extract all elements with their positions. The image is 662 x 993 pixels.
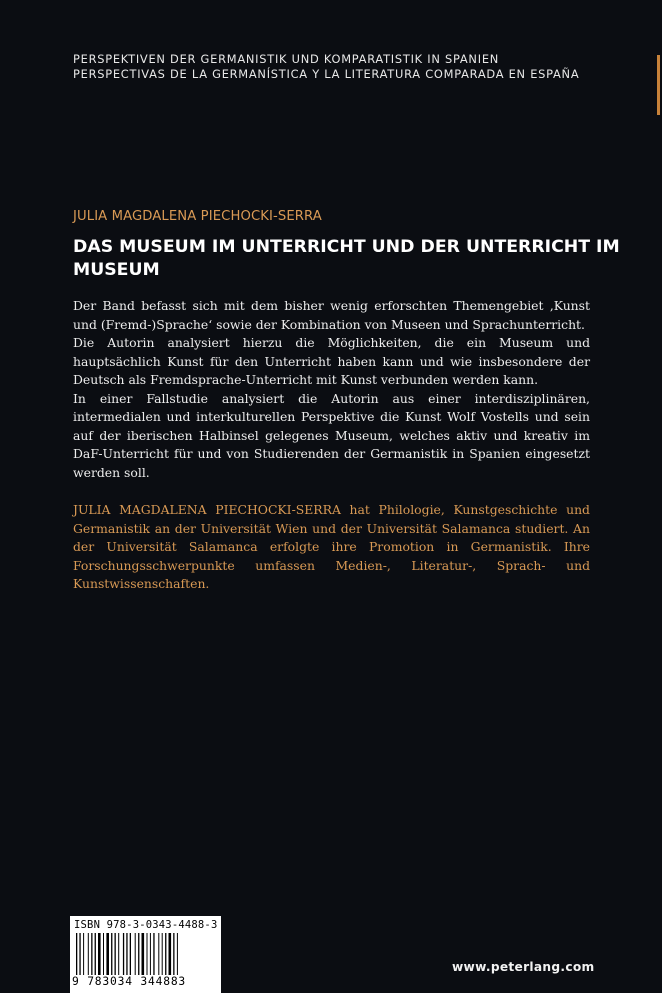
author-name: JULIA MAGDALENA PIECHOCKI-SERRA [73,209,322,224]
blurb [73,297,590,482]
barcode-block [70,916,221,993]
author-bio [73,501,590,594]
barcode-digits: 9 783034 344883 [72,975,187,988]
accent-edge-line [657,55,660,115]
author-bio-text: hat Philologie, Kunstgeschichte und Germanistik an der Universität Wien und der Universität Salamanca studiert. An der Universität Salamanca erfolgte ihre Promotion in Germanistik. Ihre Forschungsschwerpunkte umfassen Medien-, Literatur-, Sprach- und Kunstwissenschaften. [73,502,590,591]
barcode-icon [76,933,215,975]
series-title [73,52,643,82]
author-bio-name: JULIA MAGDALENA PIECHOCKI-SERRA [73,502,341,517]
series-title-spanish: PERSPECTIVAS DE LA GERMANÍSTICA Y LA LITERATURA COMPARADA EN ESPAÑA [73,67,580,81]
book-title: DAS MUSEUM IM UNTERRICHT UND DER UNTERRICHT IM MUSEUM [73,237,620,280]
publisher-website: www.peterlang.com [452,960,595,974]
blurb-paragraph: Die Autorin analysiert hierzu die Möglichkeiten, die ein Museum und hauptsächlich Kunst für den Unterricht haben kann und wie insbesondere der Deutsch als Fremdsprache-Unterricht mit Kunst verbunden werden kann. [73,335,590,387]
series-title-german: PERSPEKTIVEN DER GERMANISTIK UND KOMPARATISTIK IN SPANIEN [73,52,500,66]
blurb-paragraph: Der Band befasst sich mit dem bisher wenig erforschten Themengebiet ‚Kunst und (Fremd-)Sprache‘ sowie der Kombination von Museen und Sprachunterricht. [73,298,590,332]
blurb-paragraph: In einer Fallstudie analysiert die Autorin aus einer interdisziplinären, intermedialen und interkulturellen Perspektive die Kunst Wolf Vostells und sein auf der iberischen Halbinsel gelegenes Museum, welches aktiv und kreativ im DaF-Unterricht für und von Studierenden der Germanistik in Spanien eingesetzt werden soll. [73,390,590,480]
isbn-label: ISBN 978-3-0343-4488-3 [74,919,218,931]
